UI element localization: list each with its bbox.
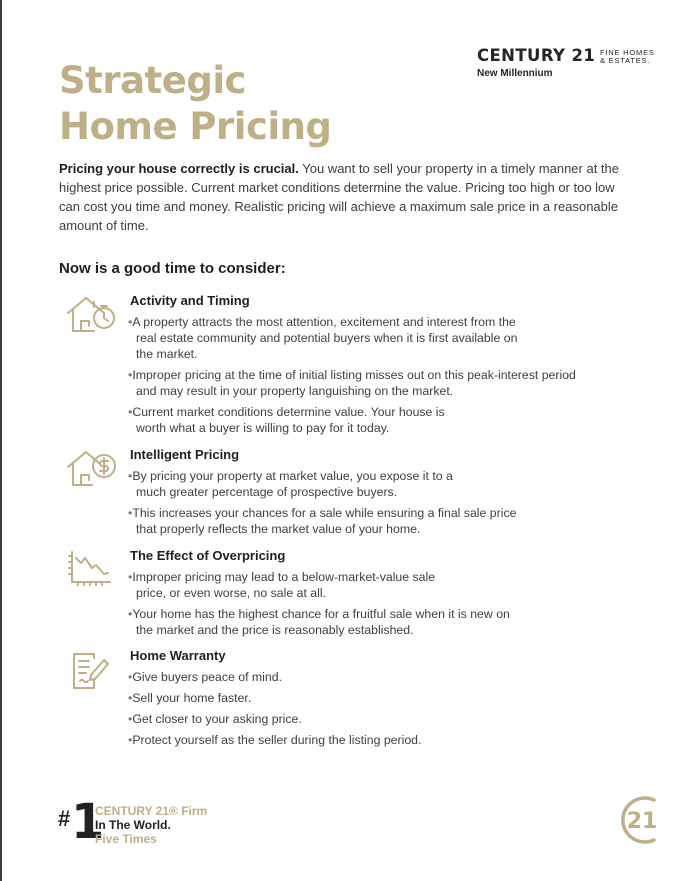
seal-text: 21 xyxy=(626,809,658,834)
bullet-item: • Protect yourself as the seller during the listing period. xyxy=(128,732,598,748)
bullet-item: • Sell your home faster. xyxy=(128,690,598,706)
section-heading: Home Warranty xyxy=(130,648,226,663)
bullet-list xyxy=(128,669,598,753)
logo-sub-line-1: FINE HOMES xyxy=(600,48,655,57)
rank-line-1: CENTURY 21® Firm xyxy=(95,804,208,818)
page-title xyxy=(59,58,331,150)
bullet-list xyxy=(128,468,598,542)
bullet-item: • Improper pricing may lead to a below-market-value sale price, or even worse, no sale at all. xyxy=(128,569,456,601)
logo-sub-line-2: & ESTATES. xyxy=(600,56,651,65)
bullet-item: • Current market conditions determine value. Your house is worth what a buyer is willing to pay for it today. xyxy=(128,404,476,436)
declining-chart-icon xyxy=(64,548,120,592)
bullet-item: • Improper pricing at the time of initial listing misses out on this peak-interest period and may result in your property languishing on the market. xyxy=(128,367,598,399)
bullet-item: • Give buyers peace of mind. xyxy=(128,669,598,685)
rank-hash: # xyxy=(58,806,71,831)
house-clock-icon xyxy=(64,293,120,337)
left-edge-rule xyxy=(0,0,2,881)
century21-seal-icon xyxy=(616,792,664,848)
intro-body: You want to sell your property in a timely manner at the highest price possible. Current market conditions determine the value. Pricing too high or too low can cost you time and money. Realistic pricing will achieve a maximum sale price in a reasonable amount of time. xyxy=(59,161,619,233)
logo-fine-homes xyxy=(600,49,655,65)
section-heading: Intelligent Pricing xyxy=(130,447,240,462)
title-line-1: Strategic xyxy=(59,59,246,102)
section-heading: The Effect of Overpricing xyxy=(130,548,286,563)
rank-number: 1 xyxy=(71,794,105,850)
logo-office-name: New Millennium xyxy=(477,68,553,79)
rank-text xyxy=(95,804,207,846)
bullet-item: • This increases your chances for a sale while ensuring a final sale price that properly reflects the market value of your home. xyxy=(128,505,531,537)
house-dollar-icon xyxy=(64,447,120,491)
logo-brand: CENTURY 21 xyxy=(477,46,596,65)
bullet-item: • By pricing your property at market value, you expose it to a much greater percentage of prospective buyers. xyxy=(128,468,481,500)
consider-heading: Now is a good time to consider: xyxy=(59,260,286,277)
intro-paragraph xyxy=(59,159,639,235)
bullet-list xyxy=(128,569,598,643)
rank-line-3: Five Times xyxy=(95,832,157,846)
bullet-list xyxy=(128,314,598,441)
rank-line-2: In The World. xyxy=(95,818,171,832)
bullet-item: • Get closer to your asking price. xyxy=(128,711,598,727)
section-heading: Activity and Timing xyxy=(130,293,250,308)
bullet-item: • Your home has the highest chance for a fruitful sale when it is new on the market and the price is reasonably established. xyxy=(128,606,521,638)
bullet-item: • A property attracts the most attention, excitement and interest from the real estate community and potential buyers when it is first available on the market. xyxy=(128,314,531,362)
document-pen-icon xyxy=(64,648,120,692)
intro-lead: Pricing your house correctly is crucial. xyxy=(59,161,299,176)
title-line-2: Home Pricing xyxy=(59,105,332,148)
